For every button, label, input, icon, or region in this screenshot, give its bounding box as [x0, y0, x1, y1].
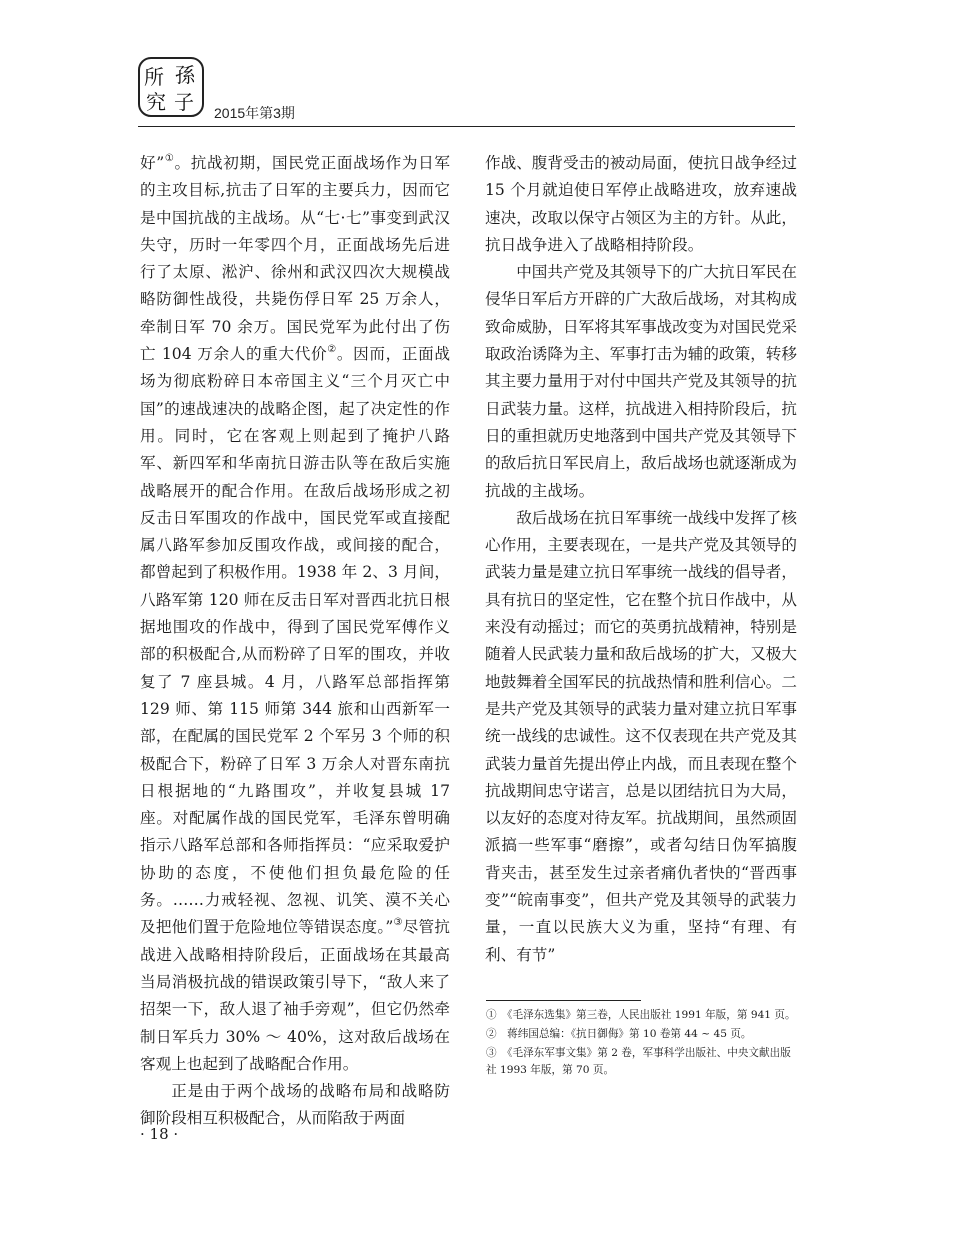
footnote-rule [486, 1000, 641, 1001]
paragraph: 中国共产党及其领导下的广大抗日军民在侵华日军后方开辟的广大敌后战场，对其构成致命威胁，日军将其军事战改变为对国民党采取政治诱降为主、军事打击为辅的政策，转移其主要力量用于对付中国共产党及其领导的抗日武装力量。这样，抗战进入相持阶段后，抗日的重担就历史地落到中国共产党及其领导下的敌后抗日军民肩上，敌后战场也就逐渐成为抗战的主战场。 [485, 263, 797, 500]
paragraph: 正是由于两个战场的战略布局和战略防御阶段相互积极配合，从而陷敌于两面 [140, 1082, 450, 1128]
footnote-ref-2: ② [327, 344, 337, 356]
header-rule [138, 126, 795, 127]
footnote-1: ① 《毛泽东选集》第三卷，人民出版社 1991 年版，第 941 页。 [486, 1009, 796, 1021]
page-number: · 18 · [140, 1125, 179, 1143]
footnote-2: ② 蒋纬国总编：《抗日御侮》第 10 卷第 44 ~ 45 页。 [486, 1028, 752, 1040]
right-column [485, 150, 797, 969]
logo-char-1: 所 [144, 65, 164, 89]
journal-logo [138, 57, 204, 117]
issue-label: 2015年第3期 [214, 105, 295, 121]
logo-char-3: 究 [146, 90, 166, 114]
footnote-ref-3: ③ [393, 917, 403, 929]
logo-char-2: 孫 [175, 63, 195, 87]
paragraph: 作战、腹背受击的被动局面，使抗日战争经过 15 个月就迫使日军停止战略进攻，放弃速战速决，改取以保守占领区为主的方针。从此，抗日战争进入了战略相持阶段。 [485, 154, 797, 254]
left-column [140, 150, 450, 1133]
paragraph: 好”①。抗战初期，国民党正面战场作为日军的主攻目标,抗击了日军的主要兵力，因而它是中国抗战的主战场。从“七·七”事变到武汉失守，历时一年零四个月，正面战场先后进行了太原、淞沪、徐州和武汉四次大规模战略防御性战役，共毙伤俘日军 25 万余人，牵制日军 70 余万。国民党军为此付出了伤亡 104 万余人的重大代价②。因而，正面战场为彻底粉碎日本帝国主义“三个月灭亡中国”的速战速决的战略企图，起了决定性的作用。同时，它在客观上则起到了掩护八路军、新四军和华南抗日游击队等在敌后实施战略展开的配合作用。在敌后战场形成之初反击日军围攻的作战中，国民党军或直接配属八路军参加反围攻作战，或间接的配合，都曾起到了积极作用。1938 年 2、3 月间，八路军第 120 师在反击日军对晋西北抗日根据地围攻的作战中，得到了国民党军傅作义部的积极配合,从而粉碎了日军的围攻，并收复了 7 座县城。4 月，八路军总部指挥第 129 师、第 115 师第 344 旅和山西新军一部，在配属的国民党军 2 个军另 3 个师的积极配合下，粉碎了日军 3 万余人对晋东南抗日根据地的“九路围攻”，并收复县城 17 座。对配属作战的国民党军，毛泽东曾明确指示八路军总部和各师指挥员：“应采取爱护协助的态度，不使他们担负最危险的任务。……力戒轻视、忽视、讥笑、漠不关心及把他们置于危险地位等错误态度。”③尽管抗战进入战略相持阶段后，正面战场在其最高当局消极抗战的错误政策引导下，“敌人来了招架一下，敌人退了袖手旁观”，但它仍然牵制日军兵力 30% ～ 40%，这对敌后战场在客观上也起到了战略配合作用。 [140, 153, 450, 1073]
footnote-ref-1: ① [164, 153, 175, 164]
logo-char-4: 子 [174, 90, 194, 114]
footnotes [486, 1007, 798, 1081]
footnote-3: ③ 《毛泽东军事文集》第 2 卷，军事科学出版社、中央文献出版社 1993 年版，第 70 页。 [486, 1047, 791, 1076]
paragraph: 敌后战场在抗日军事统一战线中发挥了核心作用，主要表现在，一是共产党及其领导的武装力量是建立抗日军事统一战线的倡导者，具有抗日的坚定性，它在整个抗日作战中，从来没有动摇过；而它的英勇抗战精神，特别是随着人民武装力量和敌后战场的扩大，又极大地鼓舞着全国军民的抗战热情和胜利信心。二是共产党及其领导的武装力量对建立抗日军事统一战线的忠诚性。这不仅表现在共产党及其武装力量首先提出停止内战，而且表现在整个抗战期间忠守诺言，总是以团结抗日为大局，以友好的态度对待友军。抗战期间，虽然顽固派搞一些军事“磨擦”，或者勾结日伪军搞腹背夹击，甚至发生过亲者痛仇者快的“晋西事变”“皖南事变”，但共产党及其领导的武装力量，一直以民族大义为重，坚持“有理、有利、有节” [485, 508, 797, 964]
